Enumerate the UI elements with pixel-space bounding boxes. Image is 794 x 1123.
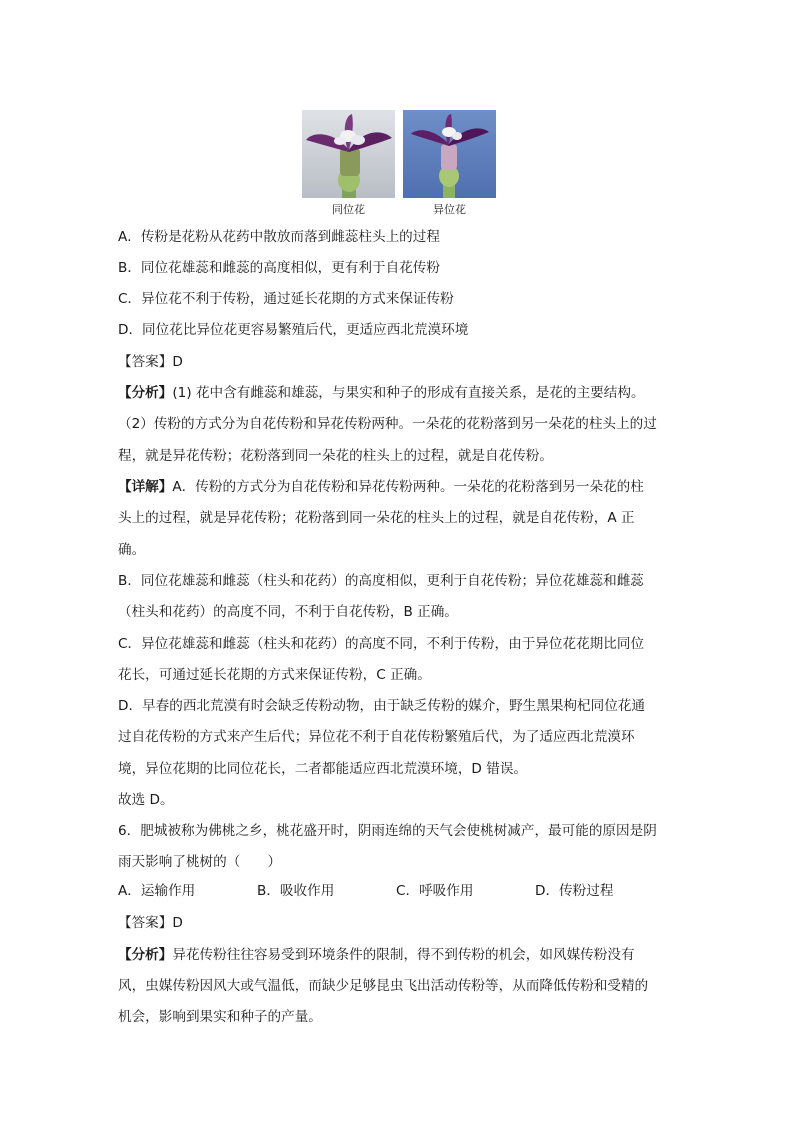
- q5-answer: 【答案】D: [118, 354, 183, 370]
- analysis-label: 【分析】: [118, 947, 173, 963]
- q5-detail-b-line-2: （柱头和花药）的高度不同，不利于自花传粉，B 正确。: [118, 604, 458, 620]
- q6-stem-line-1: 6．肥城被称为佛桃之乡，桃花盛开时，阴雨连绵的天气会使桃树减产，最可能的原因是阴: [118, 823, 657, 839]
- q5-analysis-line-2: （2）传粉的方式分为自花传粉和异花传粉两种。一朵花的花粉落到另一朵花的柱头上的过: [118, 416, 657, 432]
- caption-different-position: 异位花: [433, 203, 466, 216]
- analysis-text: 异花传粉往往容易受到环境条件的限制，得不到传粉的机会，如风媒传粉没有: [172, 947, 635, 963]
- q5-option-a: A．传粉是花粉从花药中散放而落到雌蕊柱头上的过程: [118, 229, 440, 245]
- q5-detail-a-line-3: 确。: [118, 542, 146, 558]
- q5-analysis-line-3: 程，就是异花传粉；花粉落到同一朵花的柱头上的过程，就是自花传粉。: [118, 448, 553, 464]
- same-position-flower-photo: [302, 110, 395, 198]
- q5-detail-d-line-1: D．早春的西北荒漠有时会缺乏传粉动物，由于缺乏传粉的媒介，野生黑果枸杞同位花通: [118, 698, 646, 714]
- q5-detail-b-line-1: B．同位花雄蕊和雌蕊（柱头和花药）的高度相似，更利于自花传粉；异位花雄蕊和雌蕊: [118, 573, 644, 589]
- q5-conclusion: 故选 D。: [118, 792, 174, 808]
- q6-analysis-line-2: 风，虫媒传粉因风大或气温低，而缺少足够昆虫飞出活动传粉等，从而降低传粉和受精的: [118, 978, 649, 994]
- q5-detail-line-1: [118, 477, 644, 497]
- q6-options: [118, 881, 674, 901]
- q5-option-b: B．同位花雄蕊和雌蕊的高度相似，更有利于自花传粉: [118, 260, 440, 276]
- flower-figure: [302, 110, 496, 220]
- analysis-text: (1) 花中含有雌蕊和雄蕊，与果实和种子的形成有直接关系，是花的主要结构。: [172, 385, 645, 401]
- different-position-flower-photo: [403, 110, 496, 198]
- q5-detail-c-line-2: 花长，可通过延长花期的方式来保证传粉，C 正确。: [118, 667, 431, 683]
- q5-detail-d-line-3: 境，异位花期的比同位花长，二者都能适应西北荒漠环境，D 错误。: [118, 761, 528, 777]
- q6-option-c: C．呼吸作用: [396, 883, 474, 899]
- q6-option-d: D．传粉过程: [535, 883, 614, 899]
- q6-answer: 【答案】D: [118, 915, 183, 931]
- caption-same-position: 同位花: [332, 203, 365, 216]
- q5-detail-d-line-2: 过自花传粉的方式来产生后代；异位花不利于自花传粉繁殖后代，为了适应西北荒漠环: [118, 729, 635, 745]
- q6-option-b: B．吸收作用: [257, 883, 335, 899]
- q6-analysis-line-1: [118, 945, 635, 965]
- q5-detail-a-line-2: 头上的过程，就是异花传粉；花粉落到同一朵花的柱头上的过程，就是自花传粉，A 正: [118, 510, 635, 526]
- detail-label: 【详解】: [118, 479, 173, 495]
- q6-option-a: A．运输作用: [118, 883, 196, 899]
- analysis-label: 【分析】: [118, 385, 173, 401]
- q5-option-c: C．异位花不利于传粉，通过延长花期的方式来保证传粉: [118, 291, 454, 307]
- q6-stem-line-2: 雨天影响了桃树的（ ）: [118, 854, 282, 870]
- q6-analysis-line-3: 机会，影响到果实和种子的产量。: [118, 1009, 322, 1025]
- q5-detail-c-line-1: C．异位花雄蕊和雌蕊（柱头和花药）的高度不同，不利于传粉，由于异位花花期比同位: [118, 636, 645, 652]
- q5-analysis-line-1: [118, 383, 645, 403]
- q5-option-d: D．同位花比异位花更容易繁殖后代，更适应西北荒漠环境: [118, 322, 469, 338]
- detail-text: A．传粉的方式分为自花传粉和异花传粉两种。一朵花的花粉落到另一朵花的柱: [172, 479, 644, 495]
